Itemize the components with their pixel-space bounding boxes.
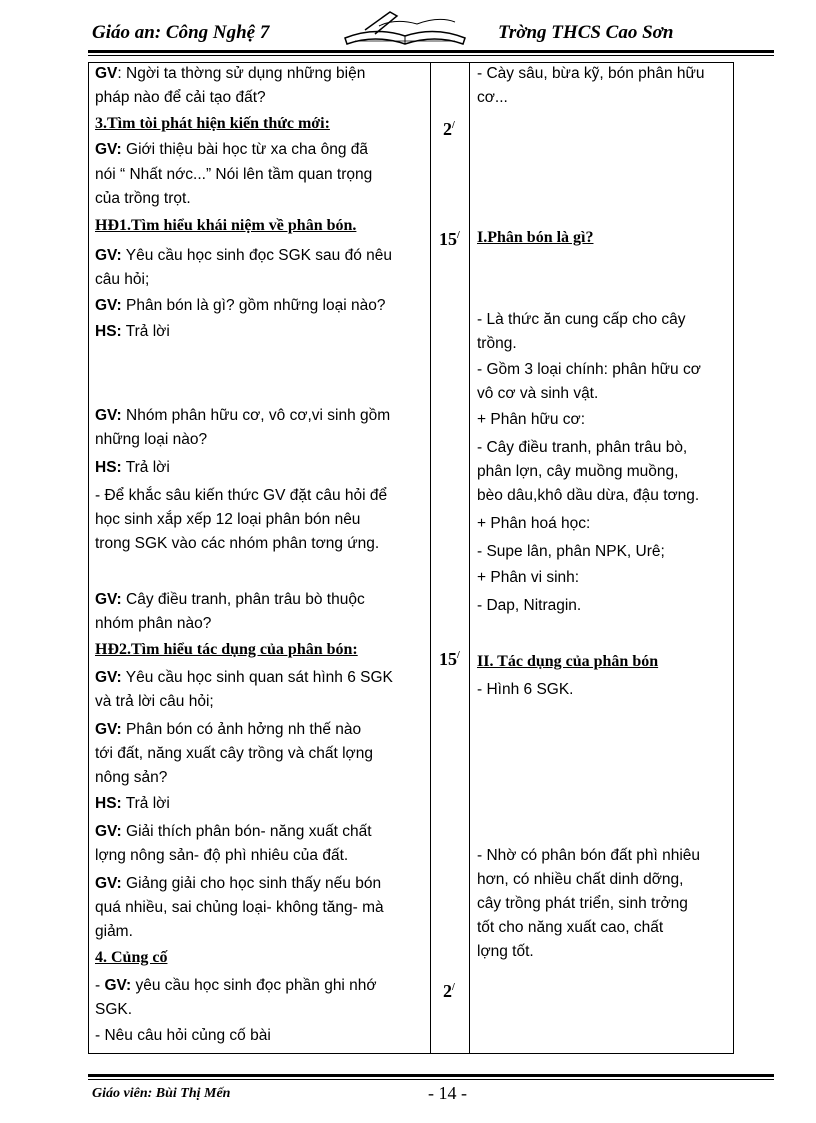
text-line: GV: Phân bón có ảnh hởng nh thế nào [95, 721, 362, 738]
text-line: trong SGK vào các nhóm phân tơng ứng. [95, 535, 380, 552]
text-line: của trồng trọt. [95, 190, 191, 207]
book-logo-icon [335, 8, 475, 50]
lesson-table [88, 62, 734, 1054]
text-line: phân lợn, cây muồng muồng, [477, 463, 679, 480]
text-line: lợng nông sản- độ phì nhiêu của đất. [95, 847, 349, 864]
header-right: Trờng THCS Cao Sơn [498, 22, 674, 43]
section-heading: I.Phân bón là gì? [477, 229, 594, 246]
text-line: - Nêu câu hỏi củng cố bài [95, 1027, 271, 1044]
text-line: lợng tốt. [477, 943, 534, 960]
header-left: Giáo an: Công Nghệ 7 [92, 22, 270, 43]
text-line: hơn, có nhiều chất dinh dỡng, [477, 871, 684, 888]
text-line: và trả lời câu hỏi; [95, 693, 214, 710]
section-heading: 4. Củng cố [95, 949, 168, 966]
text-line: trồng. [477, 335, 517, 352]
text-line: GV: Giải thích phân bón- năng xuất chất [95, 823, 372, 840]
text-line: tốt cho năng xuất cao, chất [477, 919, 664, 936]
header-rule-thin [88, 55, 774, 56]
text-line: GV: Yêu cầu học sinh đọc SGK sau đó nêu [95, 247, 392, 264]
header-rule [88, 50, 774, 53]
text-line: + Phân hoá học: [477, 515, 591, 532]
text-line: GV: Nhóm phân hữu cơ, vô cơ,vi sinh gồm [95, 407, 391, 424]
text-line: - Supe lân, phân NPK, Urê; [477, 543, 665, 560]
text-line: quá nhiều, sai chủng loại- không tăng- mà [95, 899, 384, 916]
text-line: - Gồm 3 loại chính: phân hữu cơ [477, 361, 701, 378]
column-divider [469, 63, 470, 1053]
text-line: HS: Trả lời [95, 323, 170, 340]
time-cell: 15/ [439, 229, 460, 249]
footer-rule-thin [88, 1079, 774, 1080]
text-line: GV: Ngời ta thờng sử dụng những biện [95, 65, 366, 82]
text-line: GV: Yêu cầu học sinh quan sát hình 6 SGK [95, 669, 393, 686]
text-line: - Hình 6 SGK. [477, 681, 574, 698]
text-line: nói “ Nhất nớc...” Nói lên tầm quan trọng [95, 166, 373, 183]
text-line: pháp nào để cải tạo đất? [95, 89, 266, 106]
time-cell: 2/ [443, 119, 455, 139]
time-cell: 15/ [439, 649, 460, 669]
text-line: SGK. [95, 1001, 133, 1018]
section-heading: 3.Tìm tòi phát hiện kiến thức mới: [95, 115, 330, 132]
text-line: vô cơ và sinh vật. [477, 385, 599, 402]
text-line: GV: Giảng giải cho học sinh thấy nếu bón [95, 875, 382, 892]
text-line: câu hỏi; [95, 271, 150, 288]
text-line: HS: Trả lời [95, 795, 170, 812]
time-cell: 2/ [443, 981, 455, 1001]
text-line: - Cây điều tranh, phân trâu bò, [477, 439, 688, 456]
text-line: HS: Trả lời [95, 459, 170, 476]
text-line: + Phân vi sinh: [477, 569, 580, 586]
text-line: - GV: yêu cầu học sinh đọc phần ghi nhớ [95, 977, 377, 994]
text-line: - Là thức ăn cung cấp cho cây [477, 311, 686, 328]
text-line: cơ... [477, 89, 508, 106]
text-line: GV: Phân bón là gì? gồm những loại nào? [95, 297, 386, 314]
text-line: GV: Giới thiệu bài học từ xa cha ông đã [95, 141, 369, 158]
footer-rule [88, 1074, 774, 1077]
section-heading: II. Tác dụng của phân bón [477, 653, 659, 670]
text-line: nhóm phân nào? [95, 615, 212, 632]
text-line: bèo dâu,khô dầu dừa, đậu tơng. [477, 487, 700, 504]
section-heading: HĐ1.Tìm hiểu khái niệm về phân bón. [95, 217, 357, 234]
section-heading: HĐ2.Tìm hiểu tác dụng của phân bón: [95, 641, 358, 658]
text-line: học sinh xắp xếp 12 loại phân bón nêu [95, 511, 361, 528]
text-line: giảm. [95, 923, 133, 940]
text-line: - Dap, Nitragin. [477, 597, 582, 614]
text-line: + Phân hữu cơ: [477, 411, 586, 428]
column-divider [430, 63, 431, 1053]
text-line: những loại nào? [95, 431, 208, 448]
text-line: cây trồng phát triển, sinh trởng [477, 895, 688, 912]
text-line: tới đất, năng xuất cây trồng và chất lợng [95, 745, 373, 762]
text-line: nông sản? [95, 769, 168, 786]
text-line: - Cày sâu, bừa kỹ, bón phân hữu [477, 65, 705, 82]
text-line: - Nhờ có phân bón đất phì nhiêu [477, 847, 701, 864]
footer-teacher: Giáo viên: Bùi Thị Mến [92, 1086, 231, 1101]
text-line: GV: Cây điều tranh, phân trâu bò thuộc [95, 591, 365, 608]
page-number: - 14 - [428, 1083, 467, 1103]
text-line: - Để khắc sâu kiến thức GV đặt câu hỏi để [95, 487, 388, 504]
